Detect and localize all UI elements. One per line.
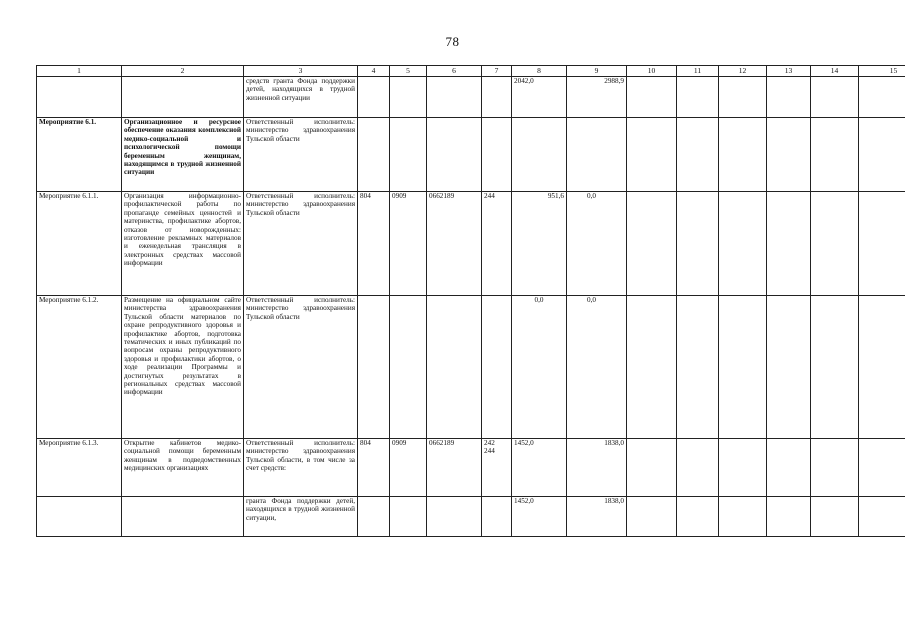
cell-code [358, 296, 390, 439]
cell-empty [719, 439, 767, 497]
col-header: 2 [122, 66, 244, 77]
cell-description: Организационное и ресурсное обеспечение оказания комплексной медико-социальной и психологической помощи беременным женщинам, находящимся в трудной жизненной ситуации [122, 118, 244, 192]
cell-code [358, 497, 390, 537]
col-header: 8 [512, 66, 567, 77]
cell-description [122, 77, 244, 118]
cell-amount: 0,0 [512, 296, 567, 439]
cell-code [427, 77, 482, 118]
cell-code: 244 [482, 192, 512, 296]
cell-empty [811, 497, 859, 537]
table-row [37, 192, 905, 296]
cell-empty [859, 296, 905, 439]
cell-code [390, 77, 427, 118]
cell-amount: 0,0 [567, 192, 627, 296]
cell-code-line: 244 [484, 447, 495, 456]
cell-empty [859, 118, 905, 192]
cell-empty [811, 296, 859, 439]
cell-empty [677, 439, 719, 497]
cell-empty [811, 118, 859, 192]
cell-executor: гранта Фонда поддержки детей, находящихся в трудной жизненной ситуации, [244, 497, 358, 537]
cell-amount [512, 118, 567, 192]
cell-empty [859, 192, 905, 296]
cell-amount: 2042,0 [512, 77, 567, 118]
cell-code [358, 118, 390, 192]
cell-empty [767, 118, 811, 192]
cell-event: Мероприятие 6.1.1. [37, 192, 122, 296]
cell-description: Организация информационно-профилактической работы по пропаганде семейных ценностей и материнства, профилактике абортов, отказов от новорожденных: изготовление рекламных материалов и еженедельная трансляция в электронных средствах массовой информации [122, 192, 244, 296]
cell-code [390, 296, 427, 439]
cell-code [358, 77, 390, 118]
col-header: 10 [627, 66, 677, 77]
cell-empty [677, 497, 719, 537]
cell-empty [719, 77, 767, 118]
cell-amount: 1452,0 [512, 439, 567, 497]
cell-empty [767, 296, 811, 439]
col-header: 13 [767, 66, 811, 77]
cell-empty [627, 118, 677, 192]
cell-code: 804 [358, 439, 390, 497]
cell-code [482, 118, 512, 192]
page-number: 78 [445, 34, 460, 49]
col-header: 12 [719, 66, 767, 77]
cell-executor: Ответственный исполнитель: министерство здравоохранения Тульской области [244, 296, 358, 439]
cell-code [390, 497, 427, 537]
cell-empty [627, 192, 677, 296]
cell-empty [677, 296, 719, 439]
cell-empty [627, 497, 677, 537]
cell-empty [811, 192, 859, 296]
table-row [37, 439, 905, 497]
col-header: 5 [390, 66, 427, 77]
cell-description [122, 497, 244, 537]
cell-empty [767, 497, 811, 537]
header-row [37, 66, 905, 77]
cell-amount: 0,0 [567, 296, 627, 439]
cell-empty [627, 77, 677, 118]
cell-executor: Ответственный исполнитель: министерство здравоохранения Тульской области, в том числе за счет средств: [244, 439, 358, 497]
cell-code: 0662189 [427, 439, 482, 497]
cell-code [482, 296, 512, 439]
cell-executor: Ответственный исполнитель: министерство здравоохранения Тульской области [244, 118, 358, 192]
cell-amount: 951,6 [512, 192, 567, 296]
cell-event: Мероприятие 6.1.3. [37, 439, 122, 497]
table-row [37, 497, 905, 537]
cell-executor: Ответственный исполнитель: министерство здравоохранения Тульской области [244, 192, 358, 296]
cell-empty [811, 439, 859, 497]
cell-code [427, 296, 482, 439]
cell-empty [719, 497, 767, 537]
cell-amount [567, 118, 627, 192]
cell-amount: 1838,0 [567, 497, 627, 537]
cell-event: Мероприятие 6.1. [37, 118, 122, 192]
cell-empty [677, 192, 719, 296]
table-row [37, 118, 905, 192]
col-header: 1 [37, 66, 122, 77]
cell-code: 804 [358, 192, 390, 296]
col-header: 3 [244, 66, 358, 77]
cell-code [482, 77, 512, 118]
col-header: 15 [859, 66, 905, 77]
cell-empty [677, 118, 719, 192]
cell-empty [719, 296, 767, 439]
cell-empty [767, 439, 811, 497]
col-header: 14 [811, 66, 859, 77]
cell-empty [811, 77, 859, 118]
col-header: 9 [567, 66, 627, 77]
cell-code [427, 497, 482, 537]
table-row [37, 296, 905, 439]
cell-code [482, 497, 512, 537]
cell-empty [859, 77, 905, 118]
cell-code: 0909 [390, 192, 427, 296]
cell-event [37, 77, 122, 118]
cell-amount: 1452,0 [512, 497, 567, 537]
cell-event [37, 497, 122, 537]
cell-code: 0662189 [427, 192, 482, 296]
col-header: 7 [482, 66, 512, 77]
cell-code-line: 242 [484, 439, 495, 447]
cell-event: Мероприятие 6.1.2. [37, 296, 122, 439]
cell-code: 0909 [390, 439, 427, 497]
cell-description: Открытие кабинетов медико-социальной помощи беременным женщинам в подведомственных медицинских организациях [122, 439, 244, 497]
cell-empty [767, 192, 811, 296]
cell-empty [767, 77, 811, 118]
cell-code [427, 118, 482, 192]
cell-executor: средств гранта Фонда поддержки детей, находящихся в трудной жизненной ситуации [244, 77, 358, 118]
cell-description: Размещение на официальном сайте министерства здравоохранения Тульской области материалов по охране репродуктивного здоровья и профилактике абортов, подготовка тематических и иных публикаций по вопросам охраны репродуктивного здоровья и профилактики абортов, о ходе реализации Программы и достигнутых результатах в региональных средствах массовой информации [122, 296, 244, 439]
col-header: 4 [358, 66, 390, 77]
cell-code [390, 118, 427, 192]
col-header: 11 [677, 66, 719, 77]
cell-empty [719, 192, 767, 296]
cell-empty [627, 439, 677, 497]
table-row [37, 77, 905, 118]
cell-amount: 1838,0 [567, 439, 627, 497]
cell-empty [719, 118, 767, 192]
cell-amount: 2988,9 [567, 77, 627, 118]
cell-empty [677, 77, 719, 118]
cell-code [482, 439, 512, 497]
cell-empty [627, 296, 677, 439]
program-table [36, 65, 905, 537]
cell-empty [859, 439, 905, 497]
col-header: 6 [427, 66, 482, 77]
cell-empty [859, 497, 905, 537]
